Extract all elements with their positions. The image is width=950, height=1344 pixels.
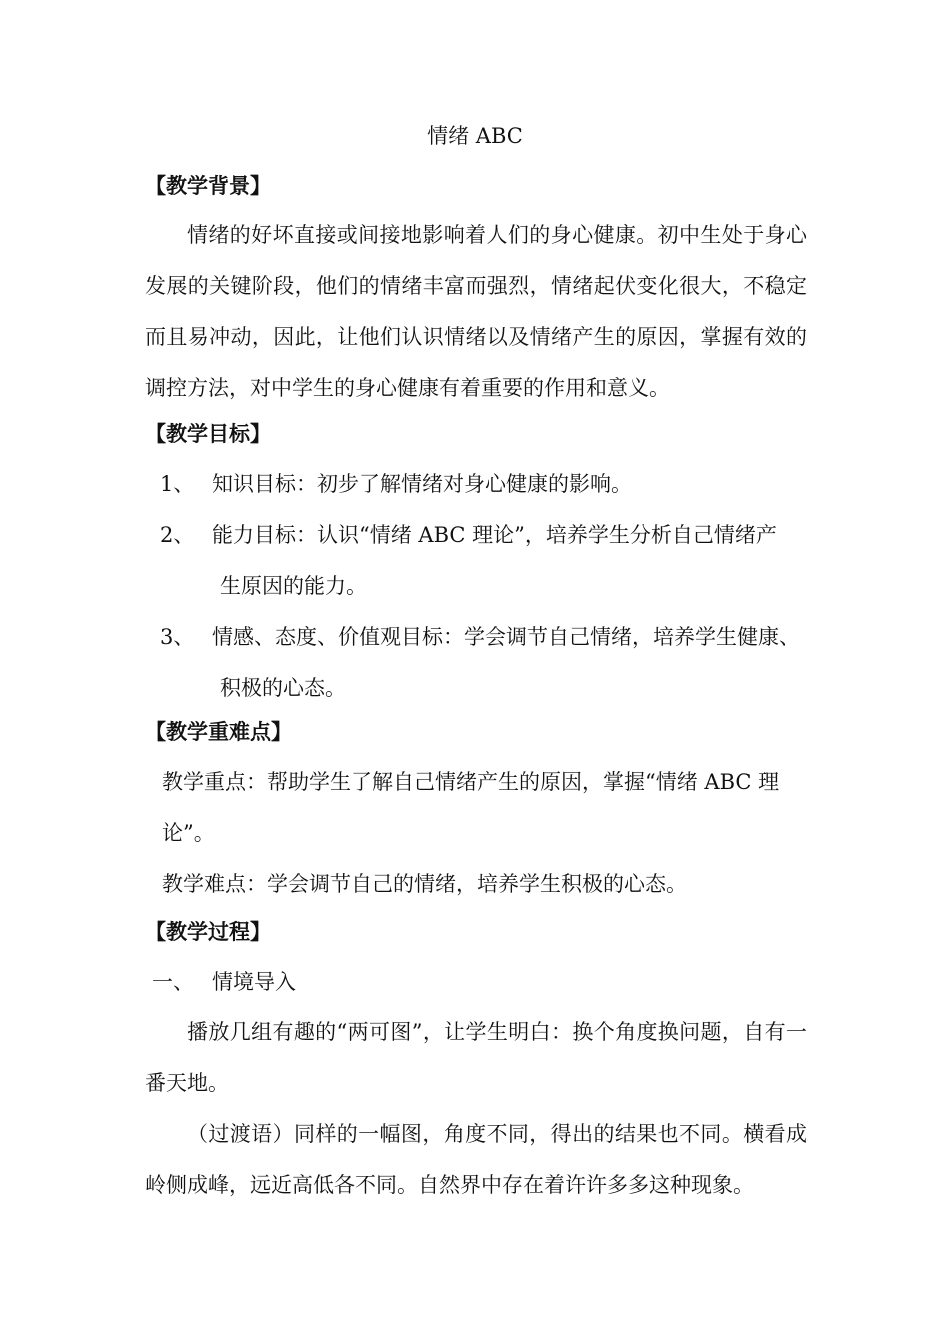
goal-item-number: 3、 [160, 625, 195, 649]
teaching-focus-line-2: 论”。 [162, 821, 215, 845]
section-heading-key-points: 【教学重难点】 [145, 719, 292, 744]
process-step-label: 情境导入 [212, 970, 296, 994]
teaching-difficulty: 教学难点：学会调节自己的情绪，培养学生积极的心态。 [162, 872, 687, 896]
teaching-focus [162, 757, 807, 859]
process-step-number: 一、 [152, 970, 194, 994]
goal-item-continuation: 积极的心态。 [220, 676, 346, 700]
goal-item-text: 情感、态度、价值观目标：学会调节自己情绪，培养学生健康、 [212, 625, 800, 649]
teaching-focus-line-1: 教学重点：帮助学生了解自己情绪产生的原因，掌握“情绪 ABC 理 [162, 770, 780, 794]
goal-item-continuation: 生原因的能力。 [220, 574, 367, 598]
goal-item-2 [160, 510, 807, 612]
goal-item-number: 2、 [160, 523, 195, 547]
goal-item-text: 知识目标：初步了解情绪对身心健康的影响。 [212, 472, 632, 496]
section-heading-process: 【教学过程】 [145, 919, 271, 944]
goal-item-number: 1、 [160, 472, 195, 496]
background-paragraph: 情绪的好坏直接或间接地影响着人们的身心健康。初中生处于身心发展的关键阶段，他们的情绪丰富而强烈，情绪起伏变化很大，不稳定而且易冲动，因此，让他们认识情绪以及情绪产生的原因，掌握有效的调控方法，对中学生的身心健康有着重要的作用和意义。 [145, 223, 807, 400]
section-heading-background: 【教学背景】 [145, 173, 271, 198]
goal-item-text: 能力目标：认识“情绪 ABC 理论”，培养学生分析自己情绪产 [212, 523, 777, 547]
goal-item-1 [160, 459, 807, 510]
document-title: 情绪 ABC [427, 124, 523, 148]
goal-item-3 [160, 612, 807, 714]
section-heading-goals: 【教学目标】 [145, 421, 271, 446]
process-paragraph-1: 播放几组有趣的“两可图”，让学生明白：换个角度换问题，自有一番天地。 [145, 1020, 807, 1095]
process-step-1 [152, 966, 296, 998]
process-paragraph-2: （过渡语）同样的一幅图，角度不同，得出的结果也不同。横看成岭侧成峰，远近高低各不同。自然界中存在着许许多多这种现象。 [145, 1122, 807, 1197]
